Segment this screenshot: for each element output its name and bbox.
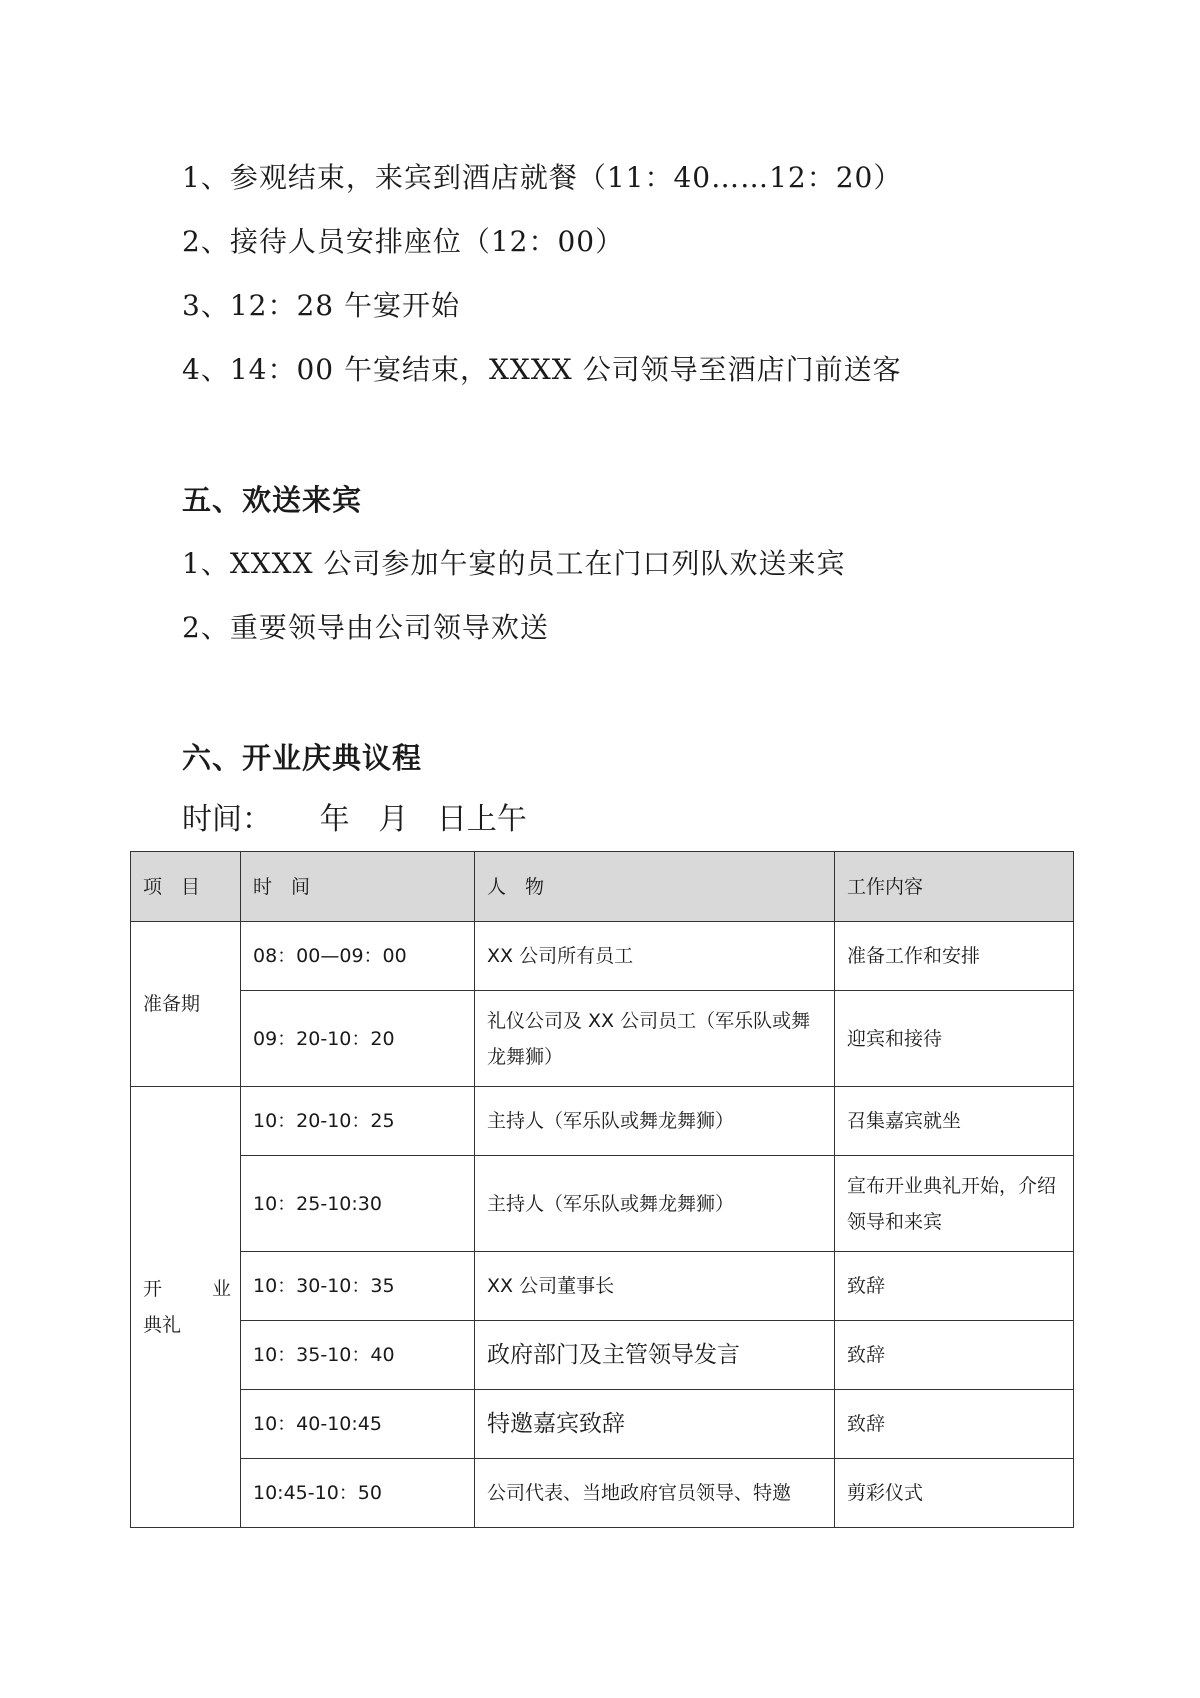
header-time: 时 间 bbox=[241, 852, 475, 922]
ceremony-agenda-table bbox=[130, 851, 1074, 1528]
header-item: 项 目 bbox=[131, 852, 241, 922]
header-task: 工作内容 bbox=[835, 852, 1074, 922]
row-task: 致辞 bbox=[835, 1252, 1074, 1321]
row-time: 10：20-10：25 bbox=[241, 1087, 475, 1156]
row-time: 09：20-10：20 bbox=[241, 991, 475, 1087]
row-task: 迎宾和接待 bbox=[835, 991, 1074, 1087]
farewell-item-2: 2、重要领导由公司领导欢送 bbox=[182, 611, 549, 644]
table-row bbox=[131, 1321, 1074, 1390]
row-person: 特邀嘉宾致辞 bbox=[475, 1390, 835, 1459]
row-time: 10：30-10：35 bbox=[241, 1252, 475, 1321]
table-row bbox=[131, 1390, 1074, 1459]
category-ceremony bbox=[131, 1087, 241, 1528]
row-task: 致辞 bbox=[835, 1390, 1074, 1459]
agenda-item-4: 4、14：00 午宴结束，XXXX 公司领导至酒店门前送客 bbox=[182, 353, 902, 386]
table-row bbox=[131, 1459, 1074, 1528]
row-time: 10:45-10：50 bbox=[241, 1459, 475, 1528]
farewell-item-1: 1、XXXX 公司参加午宴的员工在门口列队欢送来宾 bbox=[182, 547, 846, 580]
row-person: 公司代表、当地政府官员领导、特邀 bbox=[475, 1459, 835, 1528]
table-row bbox=[131, 991, 1074, 1087]
table-row bbox=[131, 1156, 1074, 1252]
ceremony-time-line: 时间： 年 月 日上午 bbox=[182, 802, 527, 837]
table-row bbox=[131, 1252, 1074, 1321]
agenda-item-2: 2、接待人员安排座位（12：00） bbox=[182, 225, 625, 258]
header-person: 人 物 bbox=[475, 852, 835, 922]
agenda-item-1: 1、参观结束，来宾到酒店就餐（11：40……12：20） bbox=[182, 161, 903, 194]
table-row bbox=[131, 922, 1074, 991]
row-person: 主持人（军乐队或舞龙舞狮） bbox=[475, 1156, 835, 1252]
row-person: 礼仪公司及 XX 公司员工（军乐队或舞龙舞狮） bbox=[475, 991, 835, 1087]
table-header-row bbox=[131, 852, 1074, 922]
row-time: 10：40-10:45 bbox=[241, 1390, 475, 1459]
agenda-item-3: 3、12：28 午宴开始 bbox=[182, 289, 460, 322]
category-ceremony-line-2: 典礼 bbox=[143, 1314, 182, 1336]
row-time: 10：25-10:30 bbox=[241, 1156, 475, 1252]
row-task: 致辞 bbox=[835, 1321, 1074, 1390]
row-task: 宣布开业典礼开始，介绍领导和来宾 bbox=[835, 1156, 1074, 1252]
row-person: XX 公司董事长 bbox=[475, 1252, 835, 1321]
row-time: 10：35-10：40 bbox=[241, 1321, 475, 1390]
section-six-title: 六、开业庆典议程 bbox=[182, 741, 423, 775]
row-task: 剪彩仪式 bbox=[835, 1459, 1074, 1528]
row-person: 主持人（军乐队或舞龙舞狮） bbox=[475, 1087, 835, 1156]
row-person: 政府部门及主管领导发言 bbox=[475, 1321, 835, 1390]
row-task: 召集嘉宾就坐 bbox=[835, 1087, 1074, 1156]
table-row bbox=[131, 1087, 1074, 1156]
category-ceremony-char-1: 开 bbox=[143, 1278, 163, 1300]
category-prep: 准备期 bbox=[131, 922, 241, 1087]
category-ceremony-char-2: 业 bbox=[211, 1278, 231, 1300]
row-person: XX 公司所有员工 bbox=[475, 922, 835, 991]
section-five-title: 五、欢送来宾 bbox=[182, 483, 363, 517]
row-task: 准备工作和安排 bbox=[835, 922, 1074, 991]
row-time: 08：00—09：00 bbox=[241, 922, 475, 991]
